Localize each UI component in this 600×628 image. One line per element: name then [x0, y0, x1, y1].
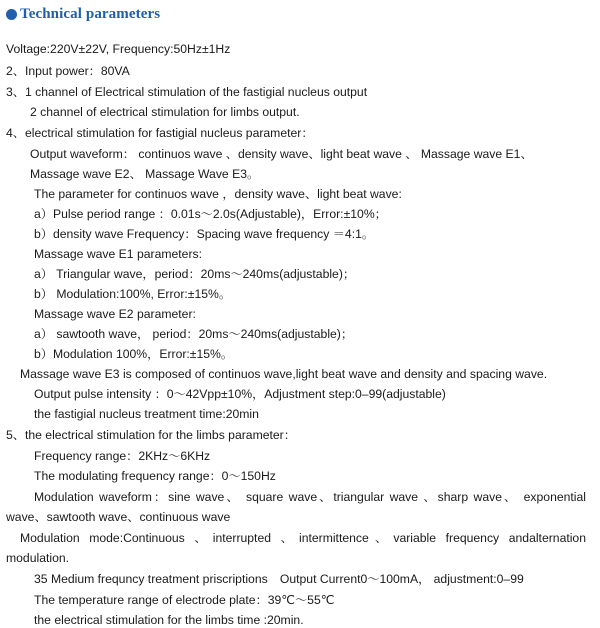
- spec-line-modulation-waveform: Modulation waveform：sine wave、 square wave、triangular wave 、sharp wave、 exponential: [34, 490, 586, 504]
- heading-title: Technical parameters: [20, 5, 161, 22]
- spec-line-modulating-frequency: The modulating frequency range：0～150Hz: [34, 469, 276, 483]
- spec-line-electrode-temperature: The temperature range of electrode plate：39℃～55℃: [34, 593, 335, 607]
- spec-line-pulse-period: a）Pulse period range ：0.01s～2.0s(Adjustable)，Error:±10%；: [34, 207, 387, 221]
- spec-line-e2-sawtooth: a） sawtooth wave， period：20ms～240ms(adjustable)；: [34, 327, 354, 341]
- spec-line-e1-modulation: b） Modulation:100%, Error:±15%。: [34, 287, 232, 301]
- spec-line-prescriptions: 35 Medium frequncy treatment priscriptions Output Current0～100mA， adjustment:0–99: [34, 572, 524, 586]
- spec-line-limbs-time: the electrical stimulation for the limbs time :20min.: [34, 613, 304, 627]
- spec-line-section-4: 4、electrical stimulation for fastigial nucleus parameter：: [6, 126, 314, 140]
- spec-line-frequency-range: Frequency range：2KHz～6KHz: [34, 449, 211, 463]
- spec-line-input-power: 2、Input power：80VA: [6, 64, 130, 78]
- spec-line-massage-waves: Massage wave E2、 Massage Wave E3。: [30, 167, 260, 181]
- spec-line-e3-description: Massage wave E3 is composed of continuos wave,light beat wave and density and spacing wave.: [20, 367, 548, 381]
- spec-line-channel-1: 3、1 channel of Electrical stimulation of the fastigial nucleus output: [6, 85, 368, 99]
- spec-line-e2-modulation: b）Modulation 100%，Error:±15%。: [34, 347, 234, 361]
- spec-line-channel-2: 2 channel of electrical stimulation for limbs output.: [30, 105, 300, 119]
- spec-line-treatment-time: the fastigial nucleus treatment time:20min: [34, 407, 259, 421]
- spec-line-section-5: 5、the electrical stimulation for the limbs parameter：: [6, 428, 296, 442]
- spec-line-output-intensity: Output pulse intensity ：0～42Vpp±10%，Adjustment step:0–99(adjustable): [34, 387, 446, 401]
- section-heading: [6, 4, 160, 24]
- spec-line-e2-heading: Massage wave E2 parameter:: [34, 307, 196, 321]
- spec-line-continuos-params: The parameter for continuos wave ，density wave、light beat wave:: [34, 187, 402, 201]
- spec-line-modulation-mode: Modulation mode:Continuous 、interrupted 、intermittence、variable frequency andalternation: [20, 531, 586, 545]
- spec-line-e1-heading: Massage wave E1 parameters:: [34, 247, 202, 261]
- spec-line-modulation-waveform-cont: wave、sawtooth wave、continuous wave: [6, 510, 231, 524]
- spec-line-density-frequency: b）density wave Frequency：Spacing wave frequency ＝4:1。: [34, 227, 375, 241]
- spec-line-output-waveform: Output waveform： continuos wave 、density wave、light beat wave 、 Massage wave E1、: [30, 147, 533, 161]
- bullet-dot-icon: [6, 9, 17, 20]
- spec-line-e1-triangular: a） Triangular wave，period：20ms～240ms(adjustable)；: [34, 267, 356, 281]
- spec-line-voltage: Voltage:220V±22V, Frequency:50Hz±1Hz: [6, 42, 231, 56]
- spec-line-modulation-mode-cont: modulation.: [6, 551, 70, 565]
